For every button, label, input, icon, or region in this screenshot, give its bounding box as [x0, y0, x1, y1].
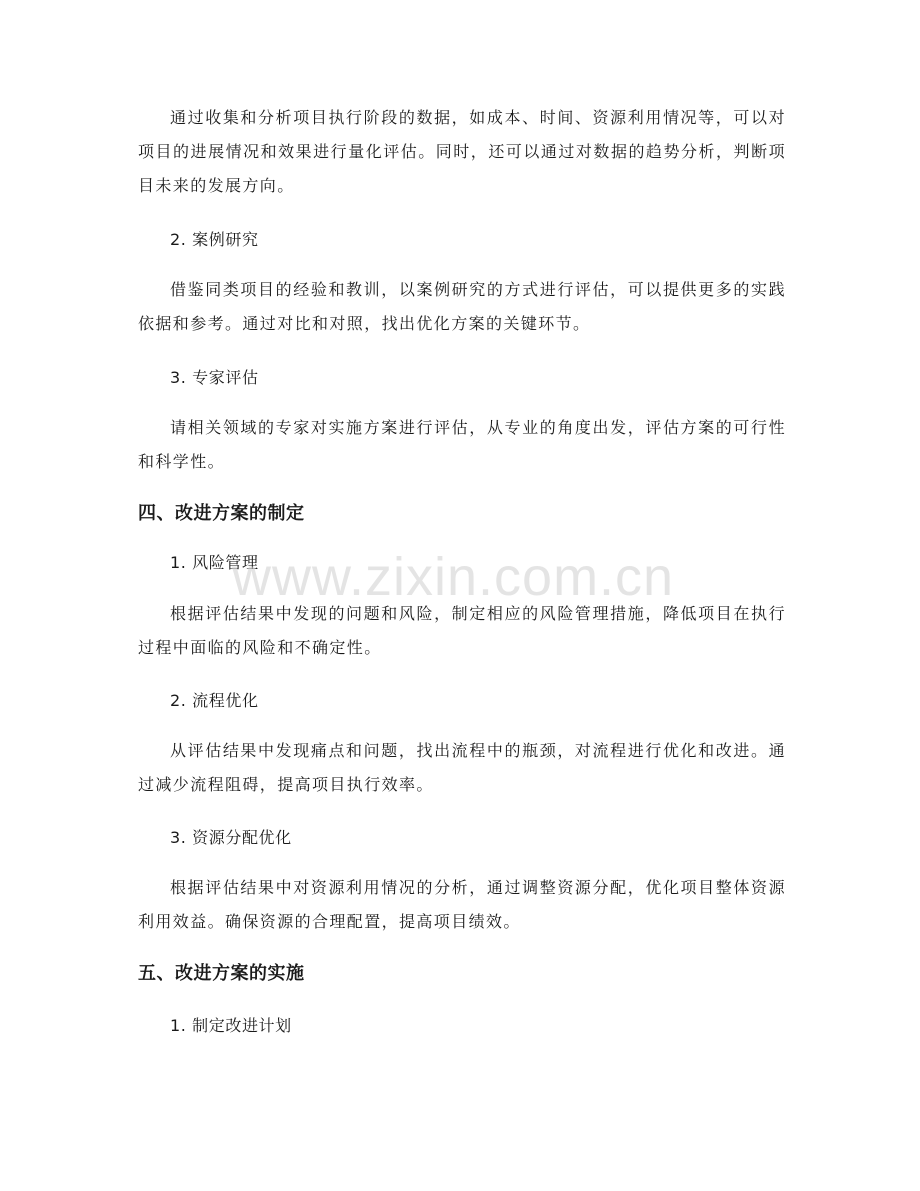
section-heading-improvement-implementation: 五、改进方案的实施	[138, 963, 305, 984]
watermark: www.zixin.com.cn	[232, 547, 675, 607]
item-case-study: 2. 案例研究	[170, 230, 259, 249]
item-resource-allocation: 3. 资源分配优化	[170, 828, 292, 847]
paragraph-expert-review: 请相关领域的专家对实施方案进行评估，从专业的角度出发，评估方案的可行性和科学性。	[138, 418, 786, 471]
paragraph-resource-allocation: 根据评估结果中对资源利用情况的分析，通过调整资源分配，优化项目整体资源利用效益。确保资源的合理配置，提高项目绩效。	[138, 878, 786, 931]
item-process-optimization: 2. 流程优化	[170, 691, 259, 710]
section-heading-improvement-plan: 四、改进方案的制定	[138, 503, 305, 524]
item-risk-management: 1. 风险管理	[170, 553, 259, 572]
paragraph-process-optimization: 从评估结果中发现痛点和问题，找出流程中的瓶颈，对流程进行优化和改进。通过减少流程阻碍，提高项目执行效率。	[138, 741, 786, 794]
paragraph-risk-management: 根据评估结果中发现的问题和风险，制定相应的风险管理措施，降低项目在执行过程中面临的风险和不确定性。	[138, 604, 786, 657]
item-improvement-plan: 1. 制定改进计划	[170, 1016, 292, 1035]
item-expert-review: 3. 专家评估	[170, 368, 259, 387]
paragraph-data-analysis: 通过收集和分析项目执行阶段的数据，如成本、时间、资源利用情况等，可以对项目的进展情况和效果进行量化评估。同时，还可以通过对数据的趋势分析，判断项目未来的发展方向。	[138, 108, 786, 195]
paragraph-case-study: 借鉴同类项目的经验和教训，以案例研究的方式进行评估，可以提供更多的实践依据和参考。通过对比和对照，找出优化方案的关键环节。	[138, 280, 786, 333]
